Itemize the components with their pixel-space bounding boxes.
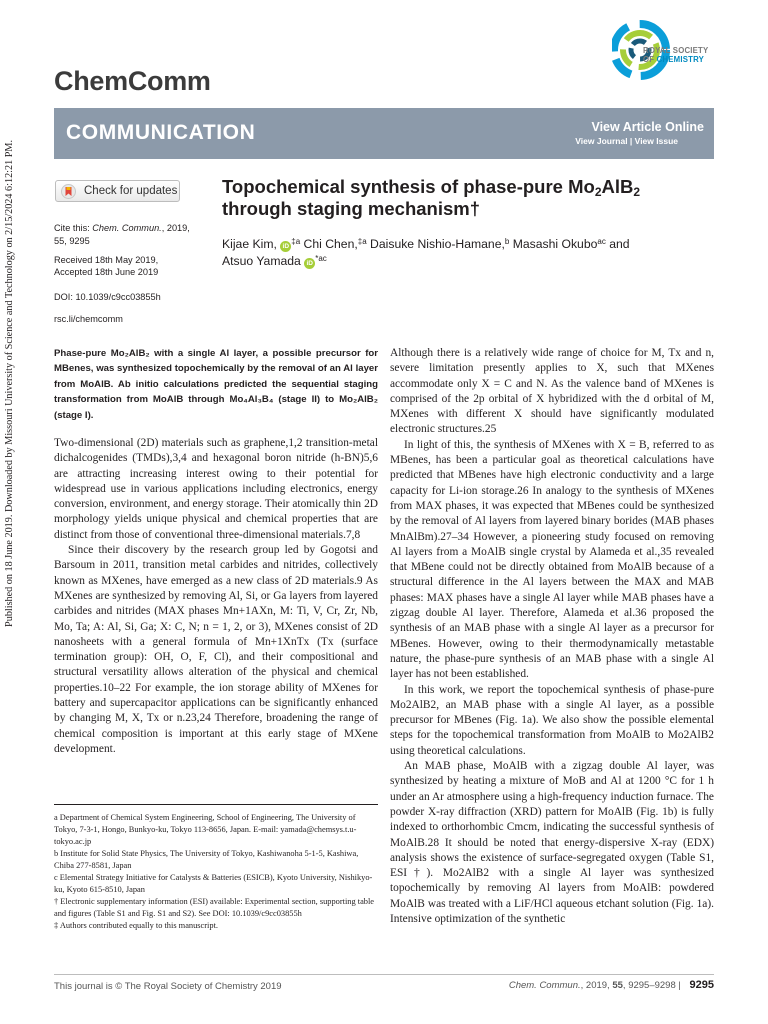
paragraph: In light of this, the synthesis of MXenes with X = B, referred to as MBenes, has been a particular goal as theoretical calculations have predicted that MBenes have high electronic conductivity and a large capacity for Li-ion storage.26 In analogy to the synthesis of MXenes from MAX phases, it was expected that MBenes could be synthesized by the removal of Al layers from layered binary borides (MAB phases MnAlBm).27–34 However, a pioneering study focused on removing Al layers from a MoAlB single crystal by Alameda et al.,35 revealed that MBene could not be directly obtained from MoAlB because of a structural difference in the Al layers between the MAX and MAB phases: MAX phases have a single Al layer while MAB phases have a zigzag double Al layer. Therefore, Alameda et al.36 proposed the synthesis of an MAB phase with a single Al layer as a precursor for MBenes. However, owing to their thermodynamically metastable nature, the phase-pure synthesis of an MAB phase with a single Al layer has not been established.	[390, 438, 714, 681]
link-separator: |	[627, 136, 635, 146]
section-title: COMMUNICATION	[66, 121, 256, 144]
footnote: a Department of Chemical System Engineering, School of Engineering, The University of Tokyo, 7-3-1, Hongo, Bunkyo-ku, Tokyo 113-8656, Japan. E-mail: yamada@chemsys.t.u-tokyo.ac.jp	[54, 813, 357, 846]
body-column-left	[54, 436, 378, 757]
footer-copyright: This journal is © The Royal Society of Chemistry 2019	[54, 981, 282, 992]
view-journal-link[interactable]: View Journal	[575, 136, 628, 146]
abstract: Phase-pure Mo₂AlB₂ with a single Al layer, a possible precursor for MBenes, was synthesized topochemically by the removal of an Al layer from MoAlB. Ab initio calculations predicted the sequential staging transformation from MoAlB through Mo₄Al₃B₄ (stage II) to Mo₂AlB₂ (stage I).	[54, 348, 378, 421]
section-banner	[54, 108, 714, 159]
footnote: c Elemental Strategy Initiative for Catalysts & Batteries (ESICB), Kyoto University, Nishikyo-ku, Kyoto 615-8510, Japan	[54, 873, 373, 894]
journal-name: ChemComm	[54, 66, 211, 96]
footer-citation: Chem. Commun., 2019, 55, 9295–9298 | 9295	[508, 979, 714, 991]
check-for-updates-button[interactable]	[55, 180, 180, 202]
doi[interactable]: DOI: 10.1039/c9cc03855h	[54, 292, 161, 302]
paragraph: Although there is a relatively wide range of choice for M, Tx and n, severe limitation presently applies to X, such that MXenes accommodate only X = C and N. As the valence band of MXenes is comprised of the 2p orbital of X hybridized with the d orbital of M, MXenes with different X should have significantly modulated electronic structures.25	[390, 347, 714, 436]
view-links	[575, 136, 678, 146]
footer-divider	[54, 974, 714, 975]
author-list: Kijae Kim, $iD^{\ddagger a}$ Chi Chen,$^{\ddagger a}$ Daisuke Nishio-Hamane,$^b$ Masashi Okubo$^{ac}$ and Atsuo Yamada $iD^{*ac}$	[222, 237, 630, 268]
body-column-right	[390, 346, 714, 927]
paragraph: An MAB phase, MoAlB with a zigzag double Al layer, was synthesized by heating a mixture of MoB and Al at 1200 °C for 1 h under an Ar atmosphere using a high-frequency induction furnace. The powder X-ray diffraction (XRD) pattern for MoAlB (Fig. 1b) is fully indexed to orthorhombic Cmcm, indicating the successful synthesis of MoAlB.28 It should be noted that energy-dispersive X-ray (EDX) analysis shows the existence of surface-segregated oxygen (Table S1, ESI†). Mo2AlB2 with a single Al layer was synthesized topochemically by removing Al layers from MoAlB: powdered MoAlB was treated with a LiF/HCl aqueous etchant solution (Fig. 1a). Intensive optimization of the synthetic	[390, 760, 714, 925]
download-sidenote	[2, 140, 18, 860]
paragraph: Two-dimensional (2D) materials such as graphene,1,2 transition-metal dichalcogenides (TMDs),3,4 and hexagonal boron nitride (h-BN)5,6 are attracting increasing interest owing to their potential for widespread use in various applications including electronics, energy conversion, environment, and energy storage. Their atomically thin 2D morphology yields unique physical and chemical properties that are distinct from those of conventional three-dimensional materials.7,8	[54, 437, 378, 541]
rsc-line2: OF CHEMISTRY	[643, 55, 705, 64]
footnote: ‡ Authors contributed equally to this manuscript.	[54, 921, 218, 930]
footnote: † Electronic supplementary information (ESI) available: Experimental section, supporting table and figures (Table S1 and Fig. S1 and S2). See DOI: 10.1039/c9cc03855h	[54, 897, 375, 918]
footnote: b Institute for Solid State Physics, The University of Tokyo, Kashiwanoha 5-1-5, Kashiwa, Chiba 277-8581, Japan	[54, 849, 359, 870]
citation: Cite this: Chem. Commun., 2019, 55, 9295	[54, 223, 190, 246]
orcid-icon[interactable]: iD	[280, 241, 291, 252]
footnotes	[54, 812, 378, 932]
rsc-line1: ROYAL SOCIETY	[643, 46, 709, 55]
page-number: 9295	[689, 979, 714, 991]
paragraph: In this work, we report the topochemical synthesis of phase-pure Mo2AlB2, an MAB phase with a single Al layer, as a possible precursor for MBenes (Fig. 1a). We also show the possible elemental steps for the topochemical transformation from MoAlB to Mo2AlB2 using theoretical calculations.	[390, 683, 714, 757]
paragraph: Since their discovery by the research group led by Gogotsi and Barsoum in 2011, transition metal carbides and nitrides, collectively known as MXenes, have emerged as a new class of 2D materials.9 As MXenes are synthesized by removing Al, Si, or Ga layers from layered carbides and nitrides (MAX phases Mn+1AXn, M: Ti, V, Cr, Zr, Nb, Mo, Ta; A: Al, Si, Ga; X: C, N; n = 1, 2, or 3), MXenes consist of 2D nanosheets with a general formula of Mn+1XnTx (Tx (surface termination group): OH, O, F, Cl), and their compositional and structural versatility allows alteration of the physical and chemical properties.10–22 For example, the ion storage ability of MXenes for battery and supercapacitor applications can be significantly enhanced by changing M, X, Tx or n.23,24 Therefore, broadening the range of chemical composition is important at this early stage of MXene development.	[54, 544, 378, 755]
footnote-divider	[54, 804, 378, 805]
download-sidenote-text: Published on 18 June 2019. Downloaded by Missouri University of Science and Technology on 2/15/2024 6:12:21 PM.	[4, 140, 15, 627]
view-issue-link[interactable]: View Issue	[634, 136, 678, 146]
orcid-icon[interactable]: iD	[304, 258, 315, 269]
check-for-updates-label: Check for updates	[84, 185, 178, 197]
crossmark-icon	[61, 184, 76, 199]
view-article-online-link[interactable]: View Article Online	[591, 120, 704, 134]
received-date: Received 18th May 2019,	[54, 255, 159, 265]
rsc-logo-text	[643, 46, 708, 64]
accepted-date: Accepted 18th June 2019	[54, 267, 159, 277]
journal-url[interactable]: rsc.li/chemcomm	[54, 314, 123, 324]
article-title: Topochemical synthesis of phase-pure $Mo_2AlB_2$ through staging mechanism†	[222, 176, 641, 219]
